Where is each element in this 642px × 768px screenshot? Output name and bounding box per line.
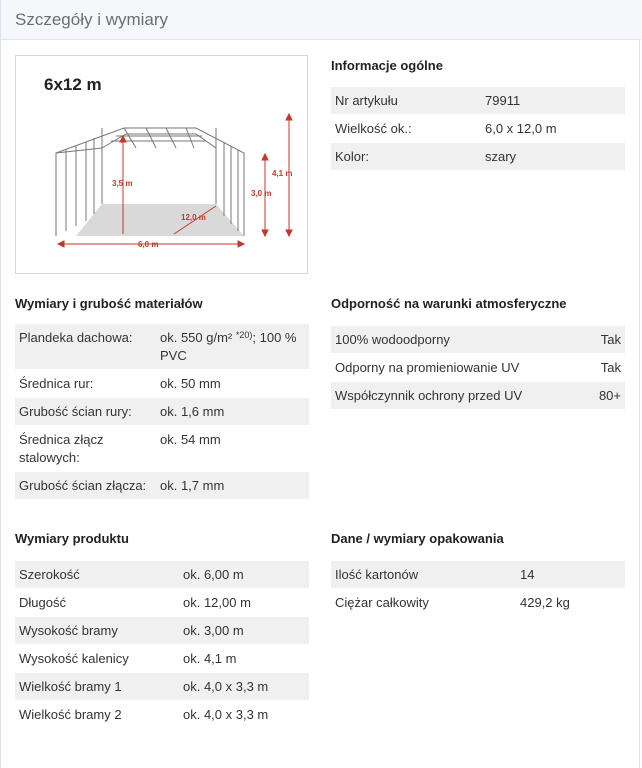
row-value: 14 <box>520 567 535 582</box>
row-value: 80+ <box>598 388 621 403</box>
row-label: Odporny na promieniowanie UV <box>335 360 520 375</box>
general-info-table <box>331 87 625 171</box>
row-label: Szerokość <box>19 567 80 582</box>
weather-title: Odporność na warunki atmosferyczne <box>331 296 567 311</box>
packaging-table <box>331 561 625 617</box>
row-value: 6,0 x 12,0 m <box>485 121 557 136</box>
footnote-ref: *20) <box>235 330 253 340</box>
row-value: ok. 4,1 m <box>183 651 237 666</box>
row-value: ok. 12,00 m <box>183 595 251 610</box>
row-value: ok. 4,0 x 3,3 m <box>183 707 269 722</box>
row-label: Kolor: <box>335 149 369 164</box>
materials-table <box>15 324 309 500</box>
general-info-title: Informacje ogólne <box>331 58 443 73</box>
row-value: Tak <box>600 360 621 375</box>
table-row <box>15 645 309 673</box>
row-value: 79911 <box>485 93 521 108</box>
label-width: 6,0 m <box>138 240 159 249</box>
row-label: Ilość kartonów <box>335 567 419 582</box>
table-row <box>331 326 625 354</box>
diagram-size-title: 6x12 m <box>44 75 102 94</box>
table-row <box>15 398 309 426</box>
roof-weight-value: ok. 550 g/m² <box>160 330 233 345</box>
tent-diagram <box>15 55 308 274</box>
label-peak-height: 4,1 m <box>272 169 293 178</box>
table-row <box>331 589 625 617</box>
table-row <box>15 426 309 472</box>
row-label: Wielkość bramy 1 <box>19 679 122 694</box>
row-value <box>160 324 305 369</box>
row-label: Ciężar całkowity <box>335 595 429 610</box>
materials-title: Wymiary i grubość materiałów <box>15 296 203 311</box>
panel-title: Szczegóły i wymiary <box>15 10 169 29</box>
table-row <box>331 561 625 589</box>
table-row <box>15 370 309 398</box>
table-row <box>15 617 309 645</box>
roof-material-value: ; 100 % PVC <box>160 330 297 363</box>
row-label: Wysokość kalenicy <box>19 651 129 666</box>
row-label: Grubość ścian rury: <box>19 404 132 419</box>
table-row <box>15 589 309 617</box>
row-label: Współczynnik ochrony przed UV <box>335 388 523 403</box>
table-row <box>15 561 309 589</box>
table-row <box>331 87 625 115</box>
row-label: Wielkość bramy 2 <box>19 707 122 722</box>
label-inner-height: 3,5 m <box>112 179 133 188</box>
weather-table <box>331 326 625 410</box>
table-row <box>15 701 309 729</box>
row-value: ok. 3,00 m <box>183 623 244 638</box>
row-value: szary <box>485 149 517 164</box>
row-label: Wysokość bramy <box>19 623 118 638</box>
product-dimensions-table <box>15 561 309 729</box>
row-label: Długość <box>19 595 66 610</box>
row-value: ok. 4,0 x 3,3 m <box>183 679 269 694</box>
tent-drawing <box>16 56 309 275</box>
row-label: Średnica rur: <box>19 376 94 391</box>
table-row <box>331 143 625 171</box>
row-label: 100% wodoodporny <box>335 332 450 347</box>
label-gate-height: 3,0 m <box>251 189 272 198</box>
table-row <box>331 382 625 410</box>
label-length: 12,0 m <box>181 213 206 222</box>
row-value: ok. 50 mm <box>160 376 221 391</box>
row-value: 429,2 kg <box>520 595 570 610</box>
row-value: ok. 1,6 mm <box>160 404 225 419</box>
row-label: Nr artykułu <box>335 93 398 108</box>
table-row <box>15 472 309 500</box>
product-dimensions-title: Wymiary produktu <box>15 531 129 546</box>
packaging-title: Dane / wymiary opakowania <box>331 531 504 546</box>
table-row <box>15 673 309 701</box>
row-value: ok. 1,7 mm <box>160 478 225 493</box>
row-value: Tak <box>600 332 621 347</box>
table-row <box>331 115 625 143</box>
row-label: Plandeka dachowa: <box>19 330 133 345</box>
row-value: ok. 54 mm <box>160 432 221 447</box>
row-value: ok. 6,00 m <box>183 567 244 582</box>
panel-header <box>1 0 641 40</box>
table-row <box>15 324 309 370</box>
tent-floor <box>76 204 244 236</box>
row-label: Średnica złącz stalowych: <box>19 432 104 465</box>
row-label: Grubość ścian złącza: <box>19 478 147 493</box>
row-label: Wielkość ok.: <box>335 121 412 136</box>
table-row <box>331 354 625 382</box>
